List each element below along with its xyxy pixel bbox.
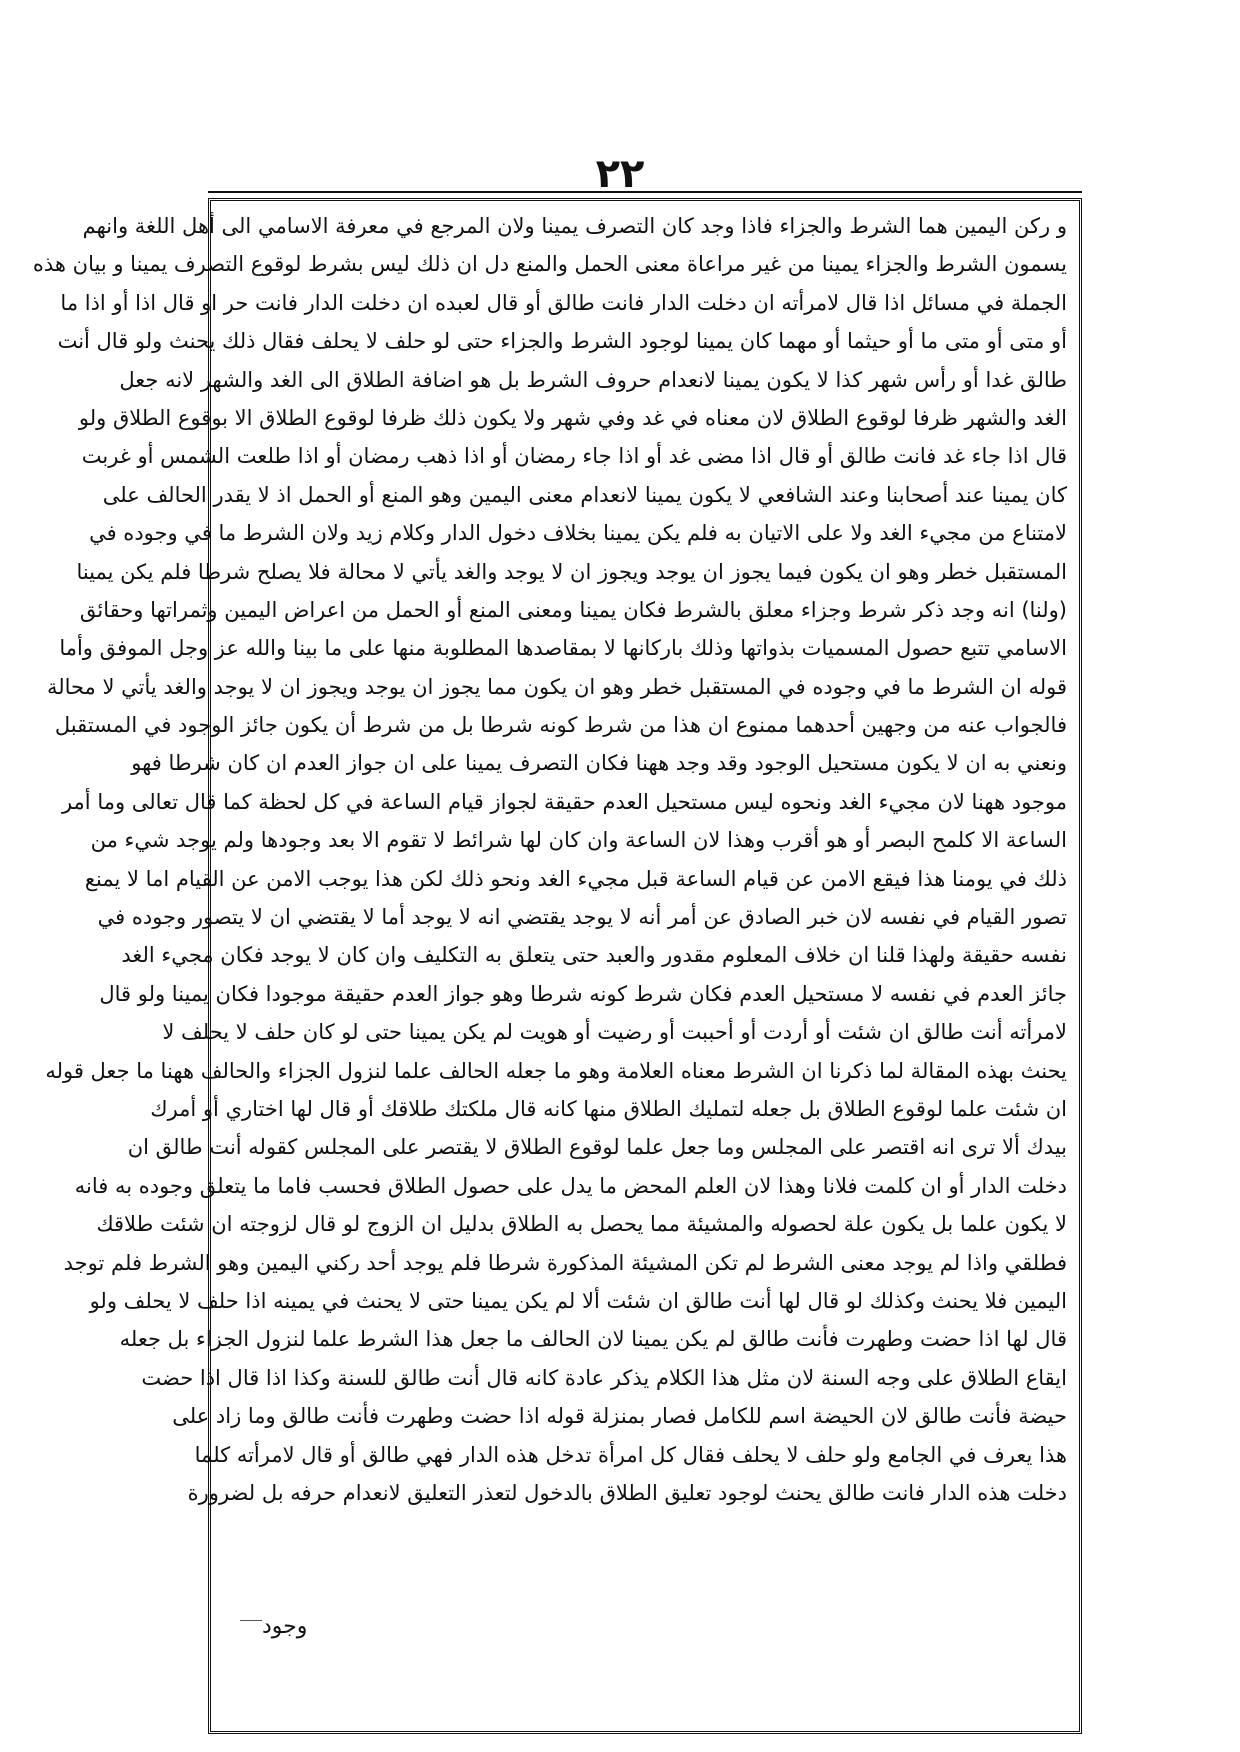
text-line: ايقاع الطلاق على وجه السنة لان مثل هذا الكلام يذكر عادة كانه قال أنت طالق للسنة وكذا اذا قال اذا حضت — [141, 1365, 1067, 1390]
text-line: لامتناع من مجيء الغد ولا على الاتيان به فلم يكن يمينا بخلاف دخول الدار وكلام زيد ولان الشرط ما في وجوده في — [89, 521, 1067, 546]
text-line: نفسه حقيقة ولهذا قلنا ان خلاف المعلوم مقدور والعبد حتى يتعلق به التكليف وان كان لا يوجد فكان مجيء الغد — [121, 943, 1067, 968]
text-line: الغد والشهر ظرفا لوقوع الطلاق لان معناه في غد وفي شهر ولا يكون ذلك ظرفا لوقوع الطلاق الا بوقوع الطلاق ولو — [78, 405, 1067, 430]
text-line: الجملة في مسائل اذا قال لامرأته ان دخلت الدار فانت طالق أو قال لعبده ان دخلت الدار فانت حر او قال اذا أو اذا ما — [60, 290, 1067, 315]
text-line: بيدك ألا ترى انه اقتصر على المجلس وما جعل علما لوقوع الطلاق لا يقتصر على المجلس كقوله أنت طالق ان — [127, 1135, 1067, 1160]
text-line: ذلك في يومنا هذا فيقع الامن عن قيام الساعة قبل مجيء الغد ونحو ذلك لكن هذا يوجب الامن عن القيام اما لا يمنع — [84, 866, 1067, 891]
text-line: حيضة فأنت طالق لان الحيضة اسم للكامل فصار بمنزلة قوله اذا حضت وطهرت فأنت طالق وما زاد على — [172, 1404, 1067, 1429]
text-line: المستقبل خطر وهو ان يكون فيما يجوز ان يوجد ويجوز ان لا يوجد والغد يأتي لا محالة فلا يصلح شرطا فلم يكن يمينا — [76, 559, 1067, 584]
text-line: اليمين فلا يحنث وكذلك لو قال لها أنت طالق ان شئت ألا لم يكن يمينا حتى لا يحنث في يمينه اذا حلف لا يحلف ولو — [89, 1288, 1067, 1313]
text-line: ونعني به ان لا يكون مستحيل الوجود وقد وجد ههنا فكان التصرف يمينا على ان جواز العدم ان كان شرطا فهو — [131, 751, 1067, 776]
text-line: لا يكون علما بل يكون علة لحصوله والمشيئة مما يحصل به الطلاق بدليل ان الزوج لو قال لزوجته ان شئت طلاقك — [96, 1212, 1067, 1237]
text-line: قوله ان الشرط ما في وجوده في المستقبل خطر وهو ان يكون مما يجوز ان يوجد ويجوز ان لا يوجد والغد يأتي لا محالة — [46, 674, 1067, 699]
text-line: (ولنا) انه وجد ذكر شرط وجزاء معلق بالشرط فكان يمينا ومعنى المنع أو الحمل من اعراض اليمين وثمراتها وحقائق — [79, 597, 1067, 622]
text-line: دخلت هذه الدار فانت طالق يحنث لوجود تعليق الطلاق بالدخول لتعذر التعليق لانعدام حرفه بل لضرورة — [187, 1480, 1067, 1505]
text-line: كان يمينا عند أصحابنا وعند الشافعي لا يكون يمينا لانعدام معنى اليمين وهو المنع أو الحمل اذ لا يقدر الحالف على — [102, 482, 1067, 507]
footer-mark — [240, 1620, 262, 1621]
text-frame — [32, 198, 1082, 1734]
text-line: موجود ههنا لان مجيء الغد ونحوه ليس مستحيل العدم حقيقة لجواز قيام الساعة في كل لحظة كما قال تعالى وما أمر — [61, 789, 1067, 814]
text-line: قال اذا جاء غد فانت طالق أو قال اذا مضى غد أو اذا جاء رمضان أو اذا ذهب رمضان أو اذا طلعت الشمس أو غربت — [81, 444, 1067, 469]
text-line: يحنث بهذه المقالة لما ذكرنا ان الشرط معناه العلامة وهو ما جعله الحالف علما لنزول الجزاء والحالف ههنا ما جعل قوله — [45, 1058, 1067, 1083]
body-text — [32, 207, 1067, 1512]
text-line: هذا يعرف في الجامع ولو حلف لا يحلف فقال كل امرأة تدخل هذه الدار فهي طالق أو قال لامرأته كلما — [194, 1442, 1067, 1467]
text-line: قال لها اذا حضت وطهرت فأنت طالق لم يكن يمينا لان الحالف ما جعل هذا الشرط علما لنزول الجزاء بل جعله — [119, 1327, 1067, 1352]
text-line: ان شئت علما لوقوع الطلاق بل جعله لتمليك الطلاق منها كانه قال ملكتك طلاقك أو قال لها اختاري أو أمرك — [150, 1096, 1067, 1121]
text-line: طالق غدا أو رأس شهر كذا لا يكون يمينا لانعدام حروف الشرط بل هو اضافة الطلاق الى الغد والشهر لانه جعل — [119, 367, 1067, 392]
text-line: تصور القيام في نفسه لان خبر الصادق عن أمر أنه لا يوجد يقتضي انه لا يوجد أما لا يقتضي ان لا يتصور وجوده في — [97, 905, 1067, 930]
text-line: فالجواب عنه من وجهين أحدهما ممنوع ان هذا من شرط كونه شرطا بل من شرط أن يكون جائز الوجود في المستقبل — [54, 713, 1067, 738]
text-line: يسمون الشرط والجزاء يمينا من غير مراعاة معنى الحمل والمنع دل ان ذلك ليس بشرط لوقوع التصرف يمينا و بيان هذه — [32, 252, 1067, 277]
text-line: دخلت الدار أو ان كلمت فلانا وهذا لان العلم المحض ما يدل على حصول الطلاق فحسب فاما ما يتعلق وجوده به فانه — [74, 1173, 1067, 1198]
text-line: فطلقي واذا لم يوجد معنى الشرط لم تكن المشيئة المذكورة شرطا فلم يوجد أحد ركني اليمين وهو الشرط فلم توجد — [63, 1250, 1067, 1275]
text-line: الاسامي تتبع حصول المسميات بذواتها وذلك باركانها لا بمقاصدها المطلوبة منها على ما بينا والله عز وجل الموفق وأما — [59, 636, 1067, 661]
frame-top-rule — [208, 191, 1082, 193]
text-line: جائز العدم في نفسه لا مستحيل العدم فكان شرط كونه شرطا وهو جواز العدم حقيقة موجودا فكان يمينا ولو قال — [99, 981, 1067, 1006]
text-line: الساعة الا كلمح البصر أو هو أقرب وهذا لان الساعة وان كان لها شرائط لا تقوم الا بعد وجودها ولم يوجد شيء من — [90, 828, 1067, 853]
text-line: أو متى أو متى ما أو حيثما أو مهما كان يمينا لوجود الشرط والجزاء حتى لو حلف لا يحلف فقال ذلك يحنث ولو قال أنت — [57, 329, 1067, 354]
catchword: وجود — [262, 1614, 308, 1639]
text-line: و ركن اليمين هما الشرط والجزاء فاذا وجد كان التصرف يمينا ولان المرجع في معرفة الاسامي الى أهل اللغة وانهم — [82, 214, 1067, 238]
page-number: ٢٢ — [595, 151, 645, 197]
text-line: لامرأته أنت طالق ان شئت أو أردت أو أحببت أو رضيت أو هويت لم يكن يمينا حتى لو كان حلف لا يحلف لا — [162, 1020, 1067, 1045]
